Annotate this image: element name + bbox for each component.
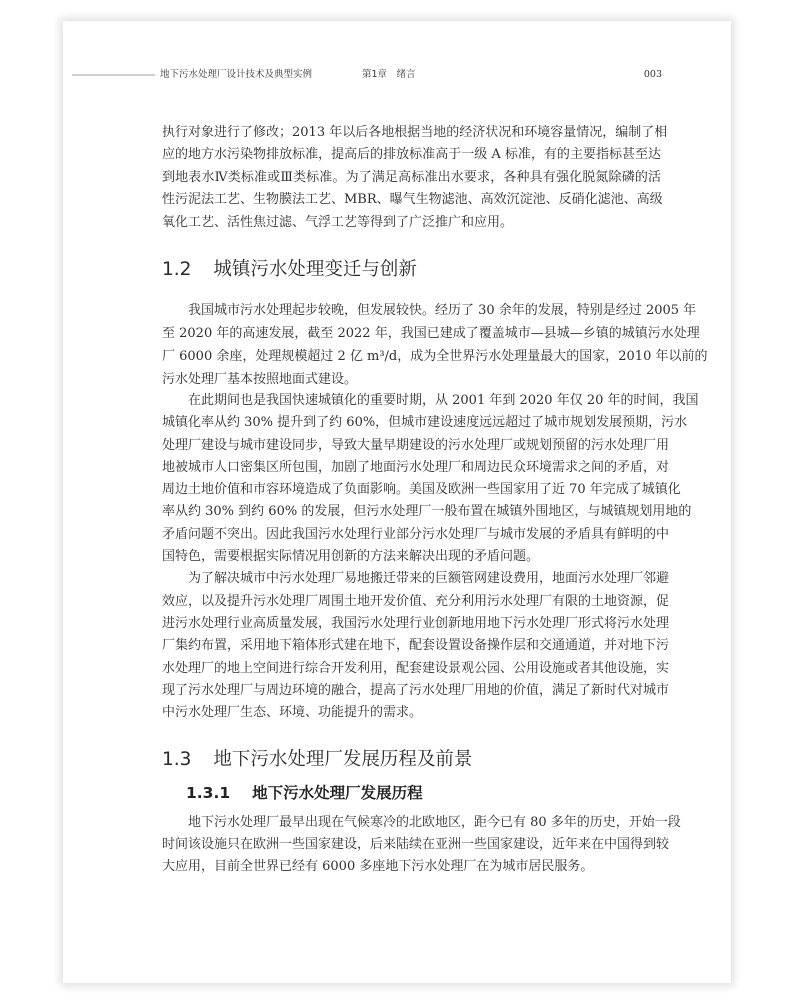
running-header-chapter: 第1章 绪言 <box>362 69 416 80</box>
text-line: 氧化工艺、活性焦过滤、气浮工艺等得到了广泛推广和应用。 <box>162 214 514 230</box>
text-line: 中污水处理厂生态、环境、功能提升的需求。 <box>162 705 423 721</box>
paragraph <box>162 568 670 724</box>
text-line: 性污泥法工艺、生物膜法工艺、MBR、曝气生物滤池、高效沉淀池、反硝化滤池、高级 <box>162 192 663 208</box>
section-heading-1-3 <box>162 748 472 772</box>
text-line: 时间该设施只在欧洲一些国家建设，后来陆续在亚洲一些国家建设，近年来在中国得到较 <box>162 837 670 852</box>
text-line: 效应，以及提升污水处理厂周围土地开发价值、充分利用污水处理厂有限的土地资源，促 <box>162 593 670 609</box>
text-line: 在此期间也是我国快速城镇化的重要时期，从 2001 年到 2020 年仅 20 年的时间，我国 <box>188 393 699 408</box>
section-number: 1.3 <box>162 749 192 770</box>
text-line: 为了解决城市中污水处理厂易地搬迁带来的巨额管网建设费用，地面污水处理厂邻避 <box>188 571 670 587</box>
running-header-book-title: 地下污水处理厂设计技术及典型实例 <box>160 69 313 80</box>
text-line: 地被城市人口密集区所包围，加剧了地面污水处理厂和周边民众环境需求之间的矛盾，对 <box>162 459 670 475</box>
paragraph <box>162 812 681 878</box>
text-line: 现了污水处理厂与周边环境的融合，提高了污水处理厂用地的价值，满足了新时代对城市 <box>162 682 670 698</box>
text-line: 率从约 30% 到约 60% 的发展，但污水处理厂一般布置在城镇外围地区，与城镇规划用地的 <box>162 504 692 520</box>
text-line: 执行对象进行了修改；2013 年以后各地根据当地的经济状况和环境容量情况，编制了相 <box>162 124 668 140</box>
paragraph-group <box>162 390 699 724</box>
text-line: 我国城市污水处理起步较晚，但发展较快。经历了 30 余年的发展，特别是经过 2005 年 <box>188 302 697 318</box>
text-line: 矛盾问题不突出。因此我国污水处理行业部分污水处理厂与城市发展的矛盾具有鲜明的中 <box>162 526 670 542</box>
text-line: 污水处理厂基本按照地面式建设。 <box>162 371 358 387</box>
text-line: 国特色，需要根据实际情况用创新的方法来解决出现的矛盾问题。 <box>162 549 540 565</box>
section-heading-1-2 <box>162 258 417 282</box>
text-line: 厂集约布置，采用地下箱体形式建在地下，配套设置设备操作层和交通通道，并对地下污 <box>162 638 670 654</box>
text-line: 至 2020 年的高速发展，截至 2022 年，我国已建成了覆盖城市—县城—乡镇的城镇污水处理 <box>162 325 700 341</box>
subsection-title: 地下污水处理厂发展历程 <box>252 784 423 802</box>
text-line: 处理厂建设与城市建设同步，导致大量早期建设的污水处理厂或规划预留的污水处理厂用 <box>162 437 670 453</box>
text-line: 城镇化率从约 30% 提升到了约 60%，但城市建设速度远远超过了城市规划发展预期，污水 <box>162 415 688 431</box>
section-title: 地下污水处理厂发展历程及前景 <box>213 749 473 770</box>
header-rule <box>72 74 155 76</box>
subsection-number: 1.3.1 <box>186 784 231 802</box>
text-line: 周边土地价值和市容环境造成了负面影响。美国及欧洲一些国家用了近 70 年完成了城镇化 <box>162 482 681 498</box>
paragraph <box>162 122 668 235</box>
paragraph <box>162 299 708 391</box>
text-line: 厂 6000 余座，处理规模超过 2 亿 m³/d，成为全世界污水处理量最大的国家，2010 年以前的 <box>162 348 708 364</box>
paragraph <box>162 390 699 568</box>
text-line: 地下污水处理厂最早出现在气候寒冷的北欧地区，距今已有 80 多年的历史，开始一段 <box>188 815 681 830</box>
text-line: 水处理厂的地上空间进行综合开发利用，配套建设景观公园、公用设施或者其他设施，实 <box>162 660 670 676</box>
page-number: 003 <box>643 69 662 80</box>
text-line: 到地表水Ⅳ类标准或Ⅲ类标准。为了满足高标准出水要求，各种具有强化脱氮除磷的活 <box>162 169 661 185</box>
section-number: 1.2 <box>162 259 192 280</box>
text-line: 大应用，目前全世界已经有 6000 多座地下污水处理厂在为城市居民服务。 <box>162 859 594 874</box>
text-line: 进污水处理行业高质量发展，我国污水处理行业创新地用地下污水处理厂形式将污水处理 <box>162 615 670 631</box>
section-title: 城镇污水处理变迁与创新 <box>213 259 417 280</box>
text-line: 应的地方水污染物排放标准，提高后的排放标准高于一级 A 标准，有的主要指标甚至达 <box>162 147 661 163</box>
subsection-heading-1-3-1 <box>186 782 423 804</box>
